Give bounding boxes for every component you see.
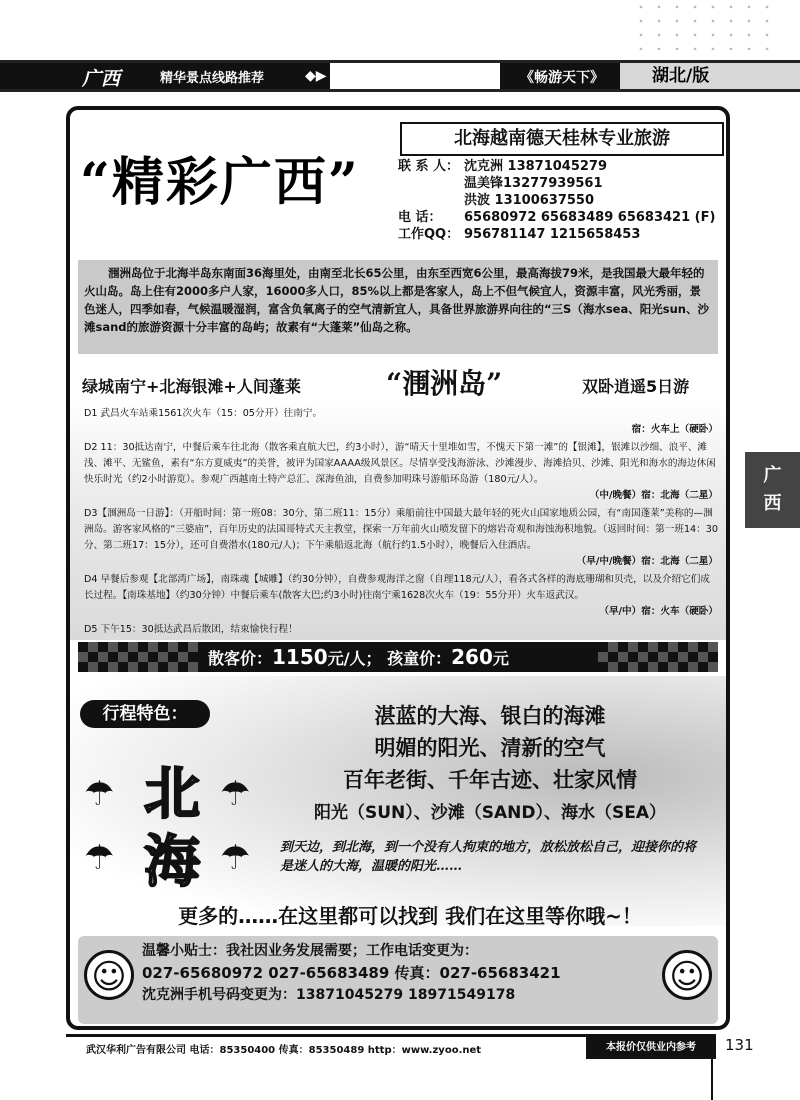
island-intro: 涠洲岛位于北海半岛东南面36海里处，由南至北长65公里，由东至西宽6公里，最高海拔79米，是我国最大最年轻的火山岛。岛上住有2000多户人家，16000多人口，85%以上都是客家人，岛上不但气候宜人，资源丰富，风光秀丽，景色迷人，四季如春，气候温暖湿润，富含负氧离子的空气清新宜人，具备世界旅游界向往的“三S（海水sea、阳光sun、沙滩sand的旅游资源十分丰富的岛屿；故素有“大蓬莱”仙岛之称。 [78,260,718,354]
day-text: D2 11：30抵达南宁，中餐后乘车往北海（散客乘直航大巴，约3小时），游“晴天十里堆如雪，不愧天下第一滩”的【银滩】，银滩以沙细、浪平、滩浅、滩平、无鲨鱼，素有“东方夏威夷”的美誉，被评为国家AAAA级风景区。尽情享受浅海游泳、沙滩漫步、海滩拾贝、沙滩、阳光和海水的海边休闲快乐时光（约2小时游览）。参观广西越南土特产总汇、深海鱼油，自费参加明珠号游船环岛游（180元/人）。 [84,442,716,485]
page-footer [66,1034,716,1059]
big-char-bei: 北 [144,762,200,827]
itinerary-day [84,572,718,620]
umbrella-icon: ☂ [220,838,251,878]
checker-decoration [598,642,718,672]
feature-line: 明媚的阳光、清新的空气 [374,736,606,760]
feature-line: 百年老街、千年古迹、壮家风情 [343,768,637,792]
arrow-right-icon: ◆▶ [305,68,327,84]
header-subtitle: 精华景点线路推荐 [160,71,265,86]
route-title-island: “涠洲岛” [386,367,503,400]
contact-row [398,192,715,209]
itinerary-day [84,406,718,438]
ad-frame [66,106,730,1030]
adult-price-unit: 元/人； [327,649,382,668]
day-text: D3【涠洲岛一日游】：（开船时间：第一班08：30分、第二班11：15分）乘船前往中国最大最年轻的死火山国家地质公园，有“南国蓬莱”美称的—涠洲岛。游客家风格的“三婆庙”，百年历史的法国哥特式天主教堂，探索一万年前火山喷发留下的熔岩奇观和海蚀海积地貌。（返回时间：第一班14：30分、第二班17：15分），还可自费潜水(180元/人)；下午乘船返北海（航行约1.5小时），晚餐后入住酒店。 [84,508,718,551]
contact-row [398,209,715,226]
tips-box [78,936,718,1024]
day-text: D4 早餐后参观【北部湾广场】，南珠魂【城雕】（约30分钟），自费参观海洋之窗（自理118元/人），看各式各样的海底珊瑚和贝壳，以及介绍它们成长过程。【南珠基地】（约30分钟）中餐后乘车(散客大巴;约3小时)往南宁乘1628次火车（19：55分开）火车返武汉。 [84,574,710,601]
umbrella-icon: ☂ [84,838,115,878]
contact-value: 温美锋13277939561 [464,176,603,191]
itinerary-day [84,440,718,504]
itinerary-day [84,622,718,638]
price-text [208,645,509,669]
tips-text [142,940,561,1006]
route-title-duration: 双卧逍遥5日游 [582,377,690,396]
side-region-tab [745,452,800,528]
smiley-icon: ☺ [662,950,712,1000]
child-price-label: 孩童价： [387,649,452,668]
side-tab-text: 广 西 [763,465,782,514]
tips-line: 沈克洲手机号码变更为：13871045279 18971549178 [142,987,516,1003]
footer-note: 本报价仅供业内参考 [586,1037,716,1059]
contact-row [398,175,715,192]
agency-name: 北海越南德天桂林专业旅游 [400,122,724,156]
dot-pattern [632,0,782,50]
edition-label: 湖北/版 [620,63,800,89]
umbrella-icon: ☂ [220,774,251,814]
day-text: D1 武昌火车站乘1561次火车（15：05分开）往南宁。 [84,408,323,419]
day-lodging: （早/中）宿：火车（硬卧） [599,606,718,617]
day-text: D5 下午15：30抵达武昌后散团，结束愉快行程！ [84,624,298,635]
checker-decoration [78,642,198,672]
feature-slogan: 到天边，到北海，到一个没有人拘束的地方，放松放松自己，迎接你的将是迷人的大海，温暖的阳光…… [280,840,697,874]
contact-row [398,226,715,243]
contact-row [398,158,715,175]
contact-list [398,158,715,243]
more-slogan: 更多的……在这里都可以找到 我们在这里等你哦~！ [178,904,642,928]
smiley-icon: ☺ [84,950,134,1000]
section-header [0,60,800,92]
day-lodging: （早/中/晚餐）宿：北海（二星） [576,556,718,567]
adult-price-value: 1150 [272,645,328,669]
contact-value: 956781147 1215658453 [464,227,641,242]
header-logo: 广西 [82,68,121,90]
feature-line: 湛蓝的大海、银白的海滩 [374,704,606,728]
contact-value: 洪波 13100637550 [464,193,595,208]
contact-label: 电 话： [398,210,442,225]
price-bar [78,642,718,672]
footer-divider [711,1036,713,1100]
day-lodging: （中/晚餐）宿：北海（二星） [589,490,718,501]
itinerary [84,406,718,640]
ad-title: “精彩广西” [80,152,360,213]
tips-line: 027-65680972 027-65683489 传真：027-65683421 [142,964,561,982]
contact-label: 工作QQ： [398,227,460,242]
umbrella-icon: ☂ [84,774,115,814]
contact-label: 联 系 人： [398,159,460,174]
contact-value: 沈克洲 13871045279 [464,159,608,174]
route-title-main: 绿城南宁+北海银滩+人间蓬莱 [82,377,301,396]
page-number: 131 [725,1036,754,1054]
itinerary-day [84,506,718,570]
side-tab-label [745,462,800,518]
day-lodging: 宿：火车上（硬卧） [631,424,718,435]
footer-company: 武汉华利广告有限公司 电话：85350400 传真：85350489 http：www.zyoo.net [86,1045,482,1056]
tips-line: 温馨小贴士：我社因业务发展需要；工作电话变更为： [142,943,478,959]
features-badge: 行程特色： [80,700,210,728]
child-price-value: 260 [451,645,493,669]
feature-line: 阳光（SUN）、沙滩（SAND）、海水（SEA） [313,803,667,823]
big-char-hai: 海 [144,830,200,895]
header-left-block [0,63,330,89]
contact-value: 65680972 65683489 65683421 (F) [464,210,716,225]
magazine-name: 《畅游天下》 [520,70,604,86]
adult-price-label: 散客价： [208,649,273,668]
child-price-unit: 元 [492,649,509,668]
route-title [82,362,722,402]
